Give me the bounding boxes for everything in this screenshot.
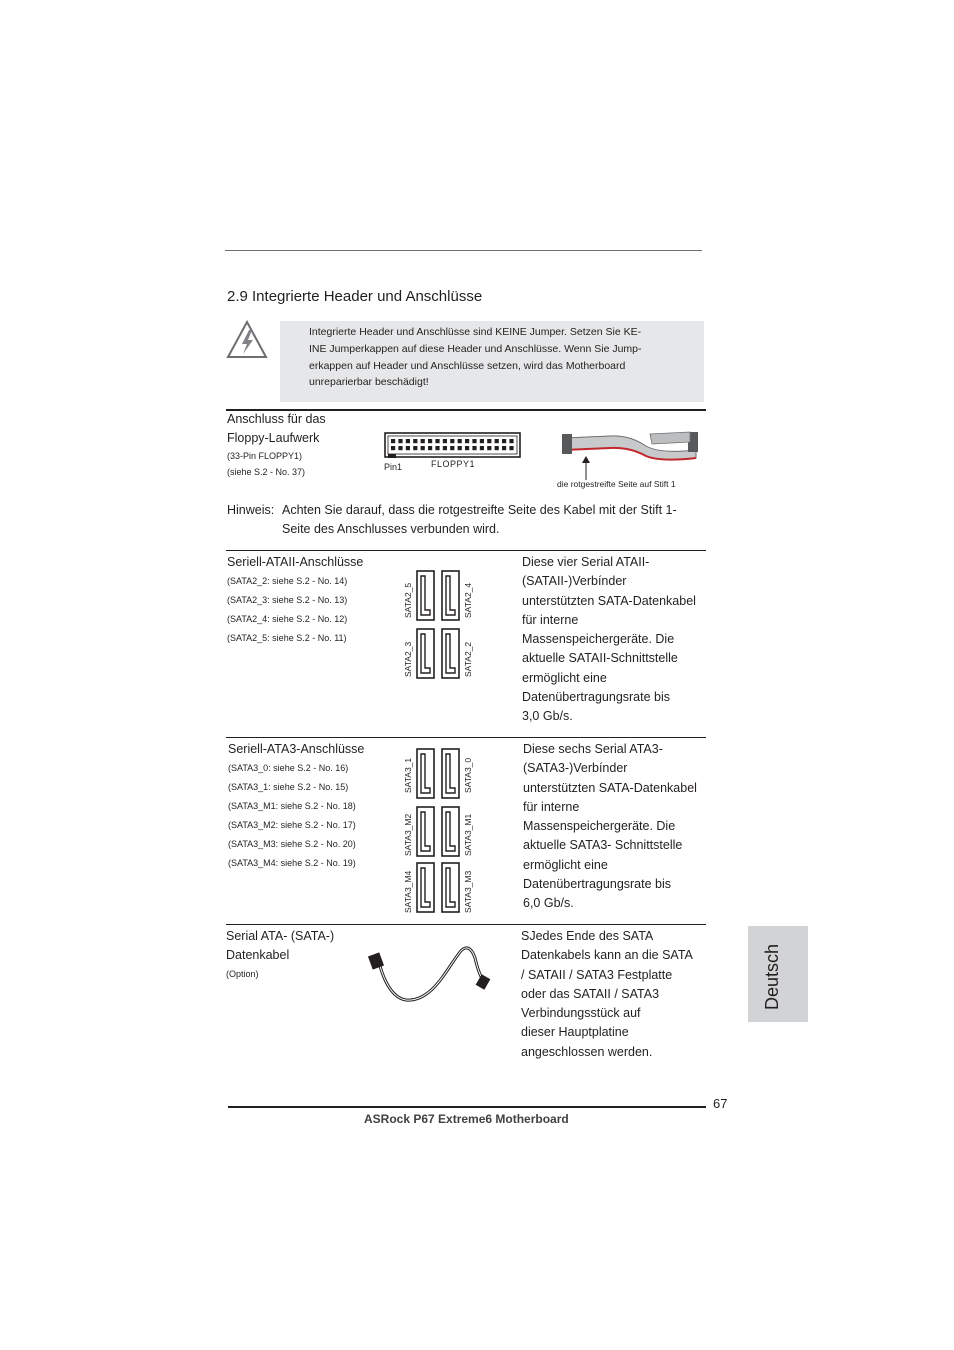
warning-box [280,321,704,402]
floppy-connector-label: FLOPPY1 [431,459,476,469]
sata3-m4-connector [416,862,436,914]
arrow-up-icon [581,456,591,480]
sata2-5-connector [416,570,436,622]
sata3-m2-connector [416,806,436,858]
top-rule [225,250,702,251]
cable-rule [226,924,706,925]
sata3-0-connector [441,748,461,800]
sata3-m2-label: SATA3_M2 [403,813,413,856]
warning-text: Integrierte Header und Anschlüsse sind KEINE Jumper. Setzen Sie KE- INE Jumperkappen auf diese Header und Anschlüsse. Wenn Sie Jump- erkappen auf Header und Anschlüsse setzen, wird das Motherboard unreparierbar beschädigt! [309,326,642,389]
floppy-header-diagram [384,432,524,460]
sata3-m4-label: SATA3_M4 [403,870,413,913]
cable-description: SJedes Ende des SATA Datenkabels kann an die SATA / SATAII / SATA3 Festplatte oder das SATAII / SATA3 Verbindungsstück auf dieser Hauptplatine angeschlossen werden. [521,929,693,1059]
sata2-rule [226,550,706,551]
floppy-pin-note: (33-Pin FLOPPY1) [227,451,303,461]
warning-lightning-icon [226,320,268,360]
sata3-m1-label: SATA3_M1 [463,813,473,856]
sata2-2-connector [441,628,461,680]
sata2-2-label: SATA2_2 [463,641,473,677]
sata2-3-label: SATA2_3 [403,641,413,677]
sata3-refs: (SATA3_0: siehe S.2 - No. 16) (SATA3_1: siehe S.2 - No. 15) (SATA3_M1: siehe S.2 - No. 18) (SATA3_M2: siehe S.2 - No. 17) (SATA3_M3: siehe S.2 - No. 20) (SATA3_M4: siehe S.2 - No. 19) [228,763,356,868]
floppy-title: Anschluss für das Floppy-Laufwerk [227,412,326,445]
sata2-title: Seriell-ATAII-Anschlüsse [227,555,364,569]
sata3-description: Diese sechs Serial ATA3- (SATA3-)Verbínder unterstützten SATA-Datenkabel für interne Massenspeichergeräte. Die aktuelle SATA3- Schnittstelle ermöglicht eine Datenübertragungsrate bis 6,0 Gb/s. [523,742,697,911]
sata2-description: Diese vier Serial ATAII- (SATAII-)Verbínder unterstützten SATA-Datenkabel für interne Massenspeichergeräte. Die aktuelle SATAII-Schnittstelle ermöglicht eine Datenübertragungsrate bis 3,0 Gb/s. [522,555,696,724]
language-side-tab: Deutsch [748,926,808,1022]
section-title: 2.9 Integrierte Header und Anschlüsse [227,288,483,305]
floppy-pin1-label: Pin1 [384,462,403,472]
sata2-refs: (SATA2_2: siehe S.2 - No. 14) (SATA2_3: siehe S.2 - No. 13) (SATA2_4: siehe S.2 - No. 12) (SATA2_5: siehe S.2 - No. 11) [227,576,348,643]
sata2-3-connector [416,628,436,680]
sata2-5-label: SATA2_5 [403,582,413,618]
floppy-cable-caption: die rotgestreifte Seite auf Stift 1 [557,479,676,489]
sata3-m1-connector [441,806,461,858]
cable-title: Serial ATA- (SATA-) Datenkabel [226,929,335,962]
sata2-4-label: SATA2_4 [463,582,473,618]
footer-rule [228,1106,706,1108]
floppy-hint-text: Achten Sie darauf, dass die rotgestreifte Seite des Kabel mit der Stift 1- Seite des Anschlusses verbunden wird. [282,503,677,536]
sata3-m3-connector [441,862,461,914]
sata3-m3-label: SATA3_M3 [463,870,473,913]
sata3-title: Seriell-ATA3-Anschlüsse [228,742,365,756]
sata2-4-connector [441,570,461,622]
footer-product: ASRock P67 Extreme6 Motherboard [364,1112,569,1126]
sata3-1-label: SATA3_1 [403,757,413,793]
sata3-rule [226,737,706,738]
cable-option: (Option) [226,969,259,979]
floppy-hint-label: Hinweis: [227,503,275,517]
sata-cable-image [362,940,492,1006]
page-number: 67 [713,1096,728,1111]
sata3-1-connector [416,748,436,800]
floppy-ref: (siehe S.2 - No. 37) [227,467,306,477]
sata3-0-label: SATA3_0 [463,757,473,793]
